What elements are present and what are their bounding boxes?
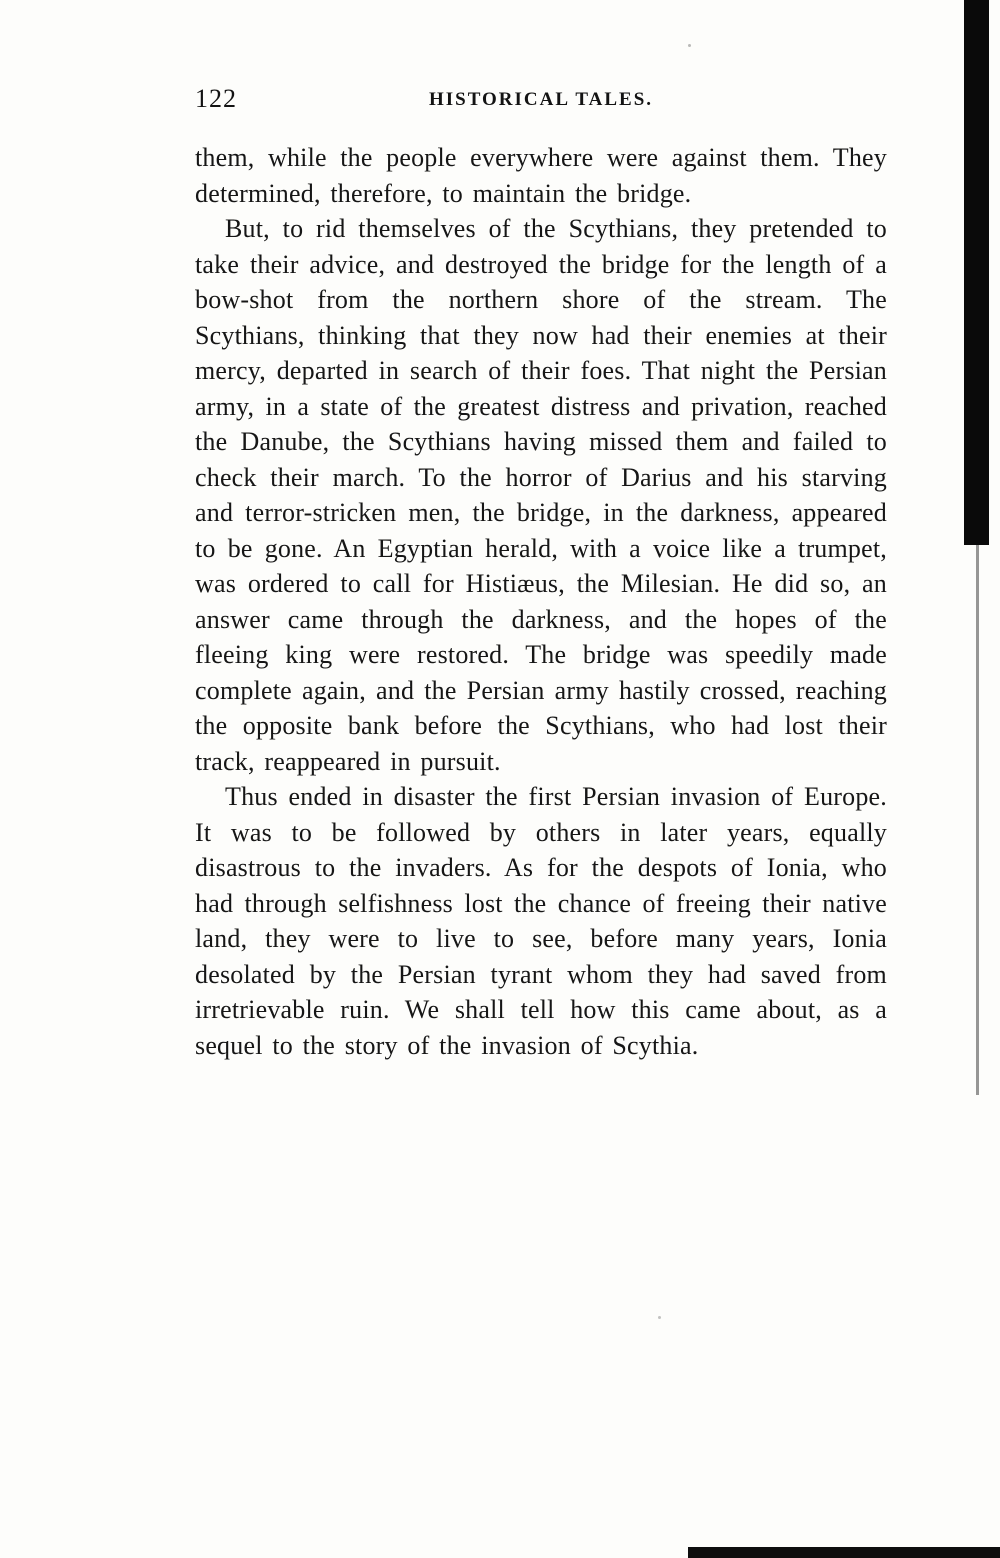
- page-header-row: [195, 84, 887, 116]
- running-header: HISTORICAL TALES.: [428, 89, 654, 110]
- paragraph: But, to rid themselves of the Scythians, they pretended to take their advice, and destroyed the bridge for the length of a bow-shot from the northern shore of the stream. The Scythians, thinking that they now had their enemies at their mercy, departed in search of their foes. That night the Persian army, in a state of the greatest distress and privation, reached the Danube, the Scythians having missed them and failed to check their march. To the horror of Darius and his starving and terror-stricken men, the bridge, in the darkness, appeared to be gone. An Egyptian herald, with a voice like a trumpet, was ordered to call for Histiæus, the Milesian. He did so, an answer came through the darkness, and the hopes of the fleeing king were restored. The bridge was speedily made complete again, and the Persian army hastily crossed, reaching the opposite bank before the Scythians, who had lost their track, reappeared in pursuit.: [195, 214, 887, 776]
- scan-artifact-right-bar: [964, 0, 989, 545]
- paragraph: them, while the people everywhere were against them. They determined, therefore, to maintain the bridge.: [195, 143, 887, 208]
- scan-artifact-bottom-smudge: [688, 1547, 1000, 1558]
- scan-artifact-right-line: [976, 545, 979, 1095]
- scan-artifact-speck: [688, 44, 691, 47]
- paragraph: Thus ended in disaster the first Persian invasion of Europe. It was to be followed by others in later years, equally disastrous to the invaders. As for the despots of Ionia, who had through selfishness lost the chance of freeing their native land, they were to live to see, before many years, Ionia desolated by the Persian tyrant whom they had saved from irretrievable ruin. We shall tell how this came about, as a sequel to the story of the invasion of Scythia.: [195, 782, 887, 1060]
- scan-artifact-speck: [658, 1316, 661, 1319]
- page-body: [195, 140, 887, 1063]
- page-number: 122: [195, 84, 237, 113]
